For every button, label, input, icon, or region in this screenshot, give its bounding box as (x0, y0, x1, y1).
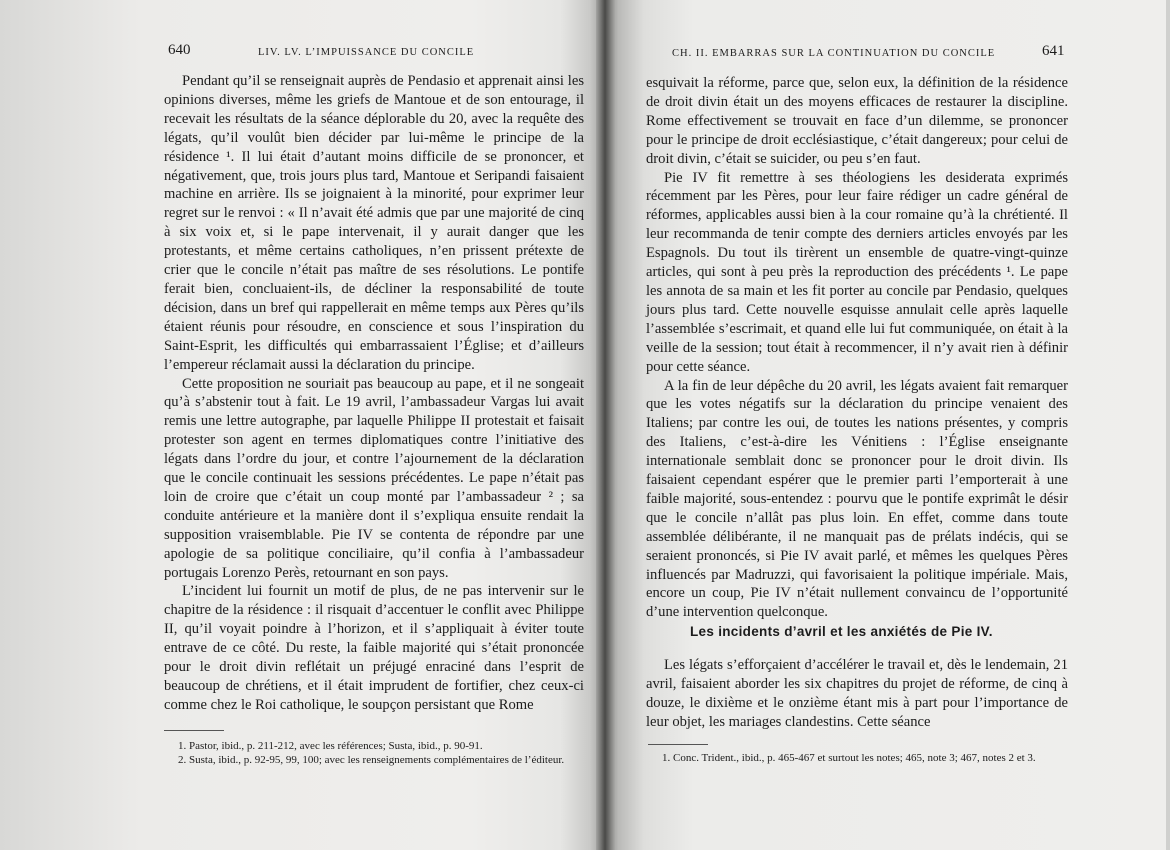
section-title: Les incidents d’avril et les anxiétés de Pie IV. (690, 624, 993, 639)
running-head-right: CH. II. EMBARRAS SUR LA CONTINUATION DU CONCILE (672, 48, 996, 59)
right-page (604, 0, 1170, 850)
left-footnotes (164, 740, 584, 767)
footnote: 2. Susta, ibid., p. 92-95, 99, 100; avec les renseignements complémentaires de l’éditeur. (178, 753, 565, 766)
right-footnotes (648, 752, 1068, 766)
footnote: 1. Conc. Trident., ibid., p. 465-467 et surtout les notes; 465, note 3; 467, notes 2 et 3. (662, 752, 1036, 764)
right-body-bottom (646, 656, 1068, 732)
page-number-left: 640 (168, 42, 191, 58)
left-body (164, 72, 584, 715)
paragraph: Pendant qu’il se renseignait auprès de Pendasio et apprenait ainsi les opinions diverses, même les griefs de Mantoue et de son entourage, il recevait les résultats de la séance déplorable du 20, avec la requête des légats, qu’il voulût bien décider par lui-même le principe de la résidence ¹. Il lui était d’autant moins difficile de se prononcer, et négativement, que, trois jours plus tard, Mantoue et Seripandi faisaient machine en arrière. Ils se joignaient à la minorité, pour exprimer leur regret sur le renvoi : « Il n’avait été admis que par une majorité de cinq à six voix et, si le pape intervenait, il y aurait danger que les protestants, et même certains catholiques, n’en prissent prétexte de crier que le concile n’était pas maître de ses résolutions. Le pontife ferait bien, concluaient-ils, de décliner la responsabilité de toute décision, dans un bref qui rappellerait en même temps aux Pères qu’ils étaient réunis pour résoudre, en conscience et sous l’inspiration du Saint-Esprit, les difficultés qui embarrassaient l’Église; et d’ailleurs l’empereur réclamait aussi la déclaration du principe. (164, 73, 584, 373)
paragraph: Pie IV fit remettre à ses théologiens les desiderata exprimés récemment par les Pères, pour leur faire rédiger un cadre général de réformes, applicables aussi bien à la cour romaine qu’à la chrétienté. Il leur recommanda de tenir compte des derniers articles envoyés par les Espagnols. Du tout ils tirèrent un ensemble de quatre-vingt-quinze articles, qui sont à peu près la reproduction des précédents ¹. Le pape les annota de sa main et les fit porter au concile par Pendasio, quelques jours plus tard. Cette nouvelle esquisse annulait celle après laquelle l’assemblée s’escrimait, et quand elle lui fut communiquée, on était à la veille de la session; tout était à recommencer, il n’y avait rien à définir pour cette séance. (646, 169, 1068, 375)
footnote-rule (164, 730, 224, 731)
paragraph: Les légats s’efforçaient d’accélérer le travail et, dès le lendemain, 21 avril, faisaient aborder les six chapitres du projet de réforme, de cinq à douze, le dixième et le onzième étant mis à part pour l’importance de leur objet, les mariages clandestins. Cette séance (646, 657, 1068, 730)
footnote: 1. Pastor, ibid., p. 211-212, avec les références; Susta, ibid., p. 90-91. (178, 740, 483, 752)
right-body-top (646, 74, 1068, 622)
footnote-rule (648, 744, 708, 745)
running-head-left: LIV. LV. L’IMPUISSANCE DU CONCILE (258, 47, 475, 58)
book-gutter (596, 0, 616, 850)
paragraph: Cette proposition ne souriait pas beaucoup au pape, et il ne songeait qu’à s’abstenir tout à fait. Le 19 avril, l’ambassadeur Vargas lui avait remis une lettre autographe, par laquelle Philippe II protestait et faisait protester son agent en termes diplomatiques contre l’initiative des légats dans l’ordre du jour, et contre l’ajournement de la déclaration que le concile continuait les sessions précédentes. Le pape n’était pas loin de croire que c’était un coup monté par l’ambassadeur ² ; sa conduite antérieure et la manière dont il s’expliqua ensuite rendait la supposition vraisemblable. Pie IV se contenta de répondre par une apologie de sa politique conciliaire, qu’il confia à l’ambassadeur portugais Lorenzo Perès, retournant en son pays. (164, 375, 584, 581)
page-number-right: 641 (1042, 43, 1065, 59)
page-edge (1166, 0, 1170, 850)
paragraph: L’incident lui fournit un motif de plus, de ne pas intervenir sur le chapitre de la résidence : il risquait d’accentuer le conflit avec Philippe II, qu’il voyait poindre à l’horizon, et il s’appliquait à éviter toute entrave de ce côté. Du reste, la faible majorité qui s’était prononcée pour le droit divin reflétait un préjugé enraciné dans l’esprit de beaucoup de chrétiens, et il était imprudent de fortifier, chez ceux-ci comme chez le Roi catholique, le soupçon persistant que Rome (164, 583, 584, 713)
paragraph: esquivait la réforme, parce que, selon eux, la définition de la résidence de droit divin était un des moyens efficaces de restaurer la discipline. Rome effectivement se trouvait en face d’un dilemme, se prononcer pour le principe de droit ecclésiastique, c’était dangereux; pour celui de droit divin, c’était se suicider, ou peu s’en faut. (646, 75, 1068, 167)
paragraph: A la fin de leur dépêche du 20 avril, les légats avaient fait remarquer que les votes négatifs sur la déclaration du principe venaient des Italiens; par contre les oui, de toutes les nations présentes, y compris des Italiens, c’est-à-dire les Vénitiens : l’Église enseignante internationale semblait donc se prononcer pour le droit divin. Ils faisaient cependant espérer que le premier parti l’emporterait à une faible majorité, sous-entendez : pourvu que le pontife exprimât le désir que le concile n’allât pas plus loin. En effet, comme dans toute assemblée délibérante, il ne manquait pas de prélats indécis, qui se seraient prononcés, si Pie IV avait parlé, et mêmes les quelques Pères influencés par Madruzzi, qui favorisaient la politique impériale. Mais, encore un coup, Pie IV n’était nullement convaincu de l’opportunité d’une intervention quelconque. (646, 377, 1068, 621)
